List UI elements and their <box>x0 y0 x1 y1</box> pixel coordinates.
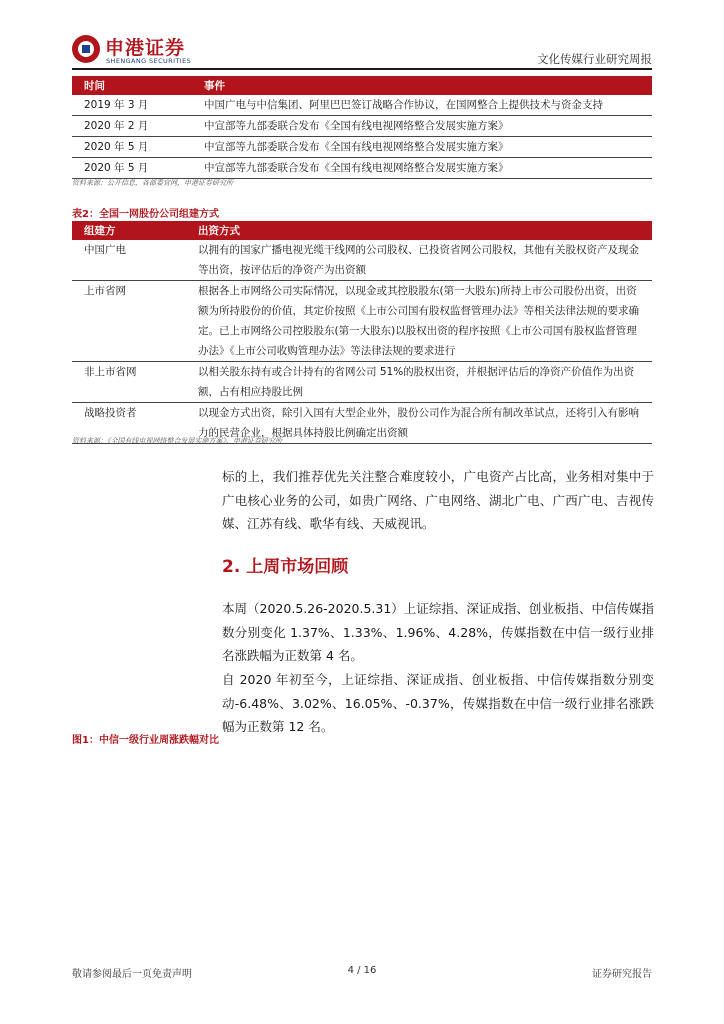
table2-caption: 表2：全国一网股份公司组建方式 <box>72 209 219 220</box>
logo-emblem-icon <box>72 35 100 63</box>
table-header-row <box>72 221 652 240</box>
section-title: 2. 上周市场回顾 <box>222 557 349 577</box>
cell-time: 2020 年 2 月 <box>72 116 192 137</box>
cell-event: 中国广电与中信集团、阿里巴巴签订战略合作协议，在国网整合上提供技术与资金支持 <box>192 95 652 116</box>
cell-party: 非上市省网 <box>72 362 186 403</box>
paragraph-recommendation: 标的上，我们推荐优先关注整合难度较小，广电资产占比高，业务相对集中于广电核心业务的公司，如贵广网络、广电网络、湖北广电、广西广电、吉视传媒、江苏有线、歌华有线、天威视讯。 <box>222 469 654 531</box>
paragraph-weekly-review: 本周（2020.5.26-2020.5.31）上证综指、深证成指、创业板指、中信传媒指数分别变化 1.37%、1.33%、1.96%、4.28%，传媒指数在中信一级行业排名涨跌幅为正数第 4 名。 <box>222 601 654 663</box>
report-type: 证券研究报告 <box>592 969 652 980</box>
cell-time: 2020 年 5 月 <box>72 158 192 179</box>
table-row <box>72 362 652 403</box>
logo-name-cn: 申港证券 <box>105 37 186 59</box>
table-row <box>72 281 652 362</box>
events-table <box>72 76 652 179</box>
cell-time: 2020 年 5 月 <box>72 137 192 158</box>
cell-party: 上市省网 <box>72 281 186 362</box>
header-divider <box>72 68 652 70</box>
table1-source: 资料来源：公开信息，各部委官网，申港证券研究所 <box>72 179 233 187</box>
page-number: 4 / 16 <box>347 965 377 976</box>
cell-contribution: 根据各上市网络公司实际情况，以现金或其控股股东(第一大股东)所持上市公司股份出资，出资额为所持股份的价值，其定价按照《上市公司国有股权监督管理办法》等相关法律法规的要求确定。已上市网络公司控股股东(第一大股东)以股权出资的程序按照《上市公司国有股权监督管理办法》《上市公司收购管理办法》等法律法规的要求进行 <box>186 281 652 362</box>
cell-contribution: 以现金方式出资，除引入国有大型企业外，股份公司作为混合所有制改革试点，还将引入有影响力的民营企业，根据具体持股比例确定出资额 <box>186 403 652 444</box>
table-row <box>72 95 652 116</box>
table-row <box>72 137 652 158</box>
table-row <box>72 116 652 137</box>
cell-party: 战略投资者 <box>72 403 186 444</box>
table-header-row <box>72 76 652 95</box>
table-row <box>72 158 652 179</box>
joint-stock-company-table <box>72 221 652 444</box>
column-header-event: 事件 <box>192 76 652 95</box>
cell-event: 中宣部等九部委联合发布《全国有线电视网络整合发展实施方案》 <box>192 116 652 137</box>
cell-contribution: 以相关股东持有或合计持有的省网公司 51%的股权出资，并根据评估后的净资产价值作为出资额，占有相应持股比例 <box>186 362 652 403</box>
column-header-contribution: 出资方式 <box>186 221 652 240</box>
cell-party: 中国广电 <box>72 240 186 281</box>
logo-name-en: SHENGANG SECURITIES <box>106 57 192 65</box>
cell-time: 2019 年 3 月 <box>72 95 192 116</box>
cell-contribution: 以拥有的国家广播电视光缆干线网的公司股权、已投资省网公司股权，其他有关股权资产及现金等出资，按评估后的净资产为出资额 <box>186 240 652 281</box>
company-logo <box>72 33 202 73</box>
figure-caption: 图1：中信一级行业周涨跌幅对比 <box>72 735 219 746</box>
disclaimer-note: 敬请参阅最后一页免责声明 <box>72 969 192 980</box>
cell-event: 中宣部等九部委联合发布《全国有线电视网络整合发展实施方案》 <box>192 137 652 158</box>
paragraph-ytd-review: 自 2020 年初至今，上证综指、深证成指、创业板指、中信传媒指数分别变动-6.48%、3.02%、16.05%、-0.37%，传媒指数在中信一级行业排名涨跌幅为正数第 12 名。 <box>222 672 654 734</box>
column-header-time: 时间 <box>72 76 192 95</box>
report-title: 文化传媒行业研究周报 <box>537 52 652 66</box>
cell-event: 中宣部等九部委联合发布《全国有线电视网络整合发展实施方案》 <box>192 158 652 179</box>
column-header-party: 组建方 <box>72 221 186 240</box>
table2-source: 资料来源：《全国有线电视网络整合发展实施方案》，申港证券研究所 <box>72 437 282 445</box>
table-row <box>72 240 652 281</box>
